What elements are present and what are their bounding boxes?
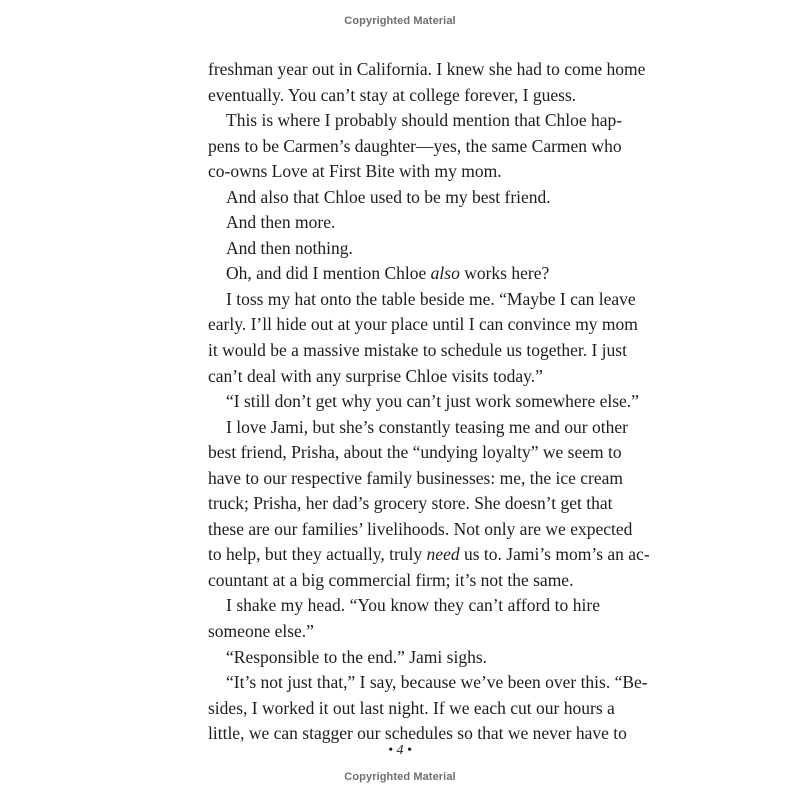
text-segment: And then more. [226,212,336,233]
text-line [208,466,623,492]
text-line [208,619,600,645]
text-segment: “I still don’t get why you can’t just work somewhere else.” [226,391,639,412]
text-segment: these are our families’ livelihoods. Not only are we expected [208,518,633,539]
text-segment: co-owns Love at First Bite with my mom. [208,161,502,182]
copyright-watermark-top: Copyrighted Material [344,15,456,27]
text-segment: “Responsible to the end.” Jami sighs. [226,646,488,667]
text-line [208,670,648,696]
text-segment: little, we can stagger our schedules so that we never have to [208,723,627,744]
text-segment: to help, but they actually, truly [208,544,427,565]
text-segment: eventually. You can’t stay at college forever, I guess. [208,84,577,105]
body-text [208,57,650,747]
text-segment: I love Jami, but she’s constantly teasing me and our other [226,416,628,437]
text-segment: pens to be Carmen’s daughter—yes, the same Carmen who [208,135,622,156]
text-segment: sides, I worked it out last night. If we each cut our hours a [208,697,615,718]
text-segment: it would be a massive mistake to schedule us together. I just [208,340,627,361]
text-segment: I shake my head. “You know they can’t afford to hire [226,595,600,616]
text-segment: works here? [459,263,550,284]
italic-text: also [430,263,460,284]
text-line [208,210,600,236]
text-segment: have to our respective family businesses: me, the ice cream [208,467,623,488]
text-segment: “It’s not just that,” I say, because we’ve been over this. “Be- [226,672,648,693]
text-segment: can’t deal with any surprise Chloe visits today.” [208,365,543,386]
text-line [208,645,600,671]
text-line [208,287,636,313]
text-line [208,415,628,441]
text-segment: us to. Jami’s mom’s an ac- [459,544,650,565]
text-segment: And also that Chloe used to be my best friend. [226,186,551,207]
text-line [208,185,600,211]
text-line [208,261,600,287]
text-segment: This is where I probably should mention that Chloe hap- [226,110,623,131]
text-line [208,517,633,543]
text-segment: Oh, and did I mention Chloe [226,263,431,284]
text-line [208,83,600,109]
italic-text: need [426,544,460,565]
text-line [208,57,646,83]
text-line [208,108,623,134]
text-segment: best friend, Prisha, about the “undying loyalty” we seem to [208,442,622,463]
text-line [208,593,600,619]
text-line [208,568,600,594]
text-segment: early. I’ll hide out at your place until I can convince my mom [208,314,638,335]
text-line [208,236,600,262]
text-line [208,134,622,160]
text-line [208,338,627,364]
text-line [208,696,615,722]
copyright-watermark-bottom: Copyrighted Material [344,771,456,783]
text-segment: I toss my hat onto the table beside me. “Maybe I can leave [226,288,636,309]
text-segment: countant at a big commercial firm; it’s not the same. [208,569,574,590]
text-line [208,440,622,466]
text-line [208,159,600,185]
text-line [208,312,638,338]
text-segment: truck; Prisha, her dad’s grocery store. She doesn’t get that [208,493,613,514]
text-line [208,491,613,517]
text-line [208,364,600,390]
text-segment: someone else.” [208,621,314,642]
text-segment: freshman year out in California. I knew she had to come home [208,59,646,79]
text-line [208,542,650,568]
text-segment: And then nothing. [226,237,353,258]
page-number: • 4 • [388,743,412,758]
text-line [208,389,639,415]
